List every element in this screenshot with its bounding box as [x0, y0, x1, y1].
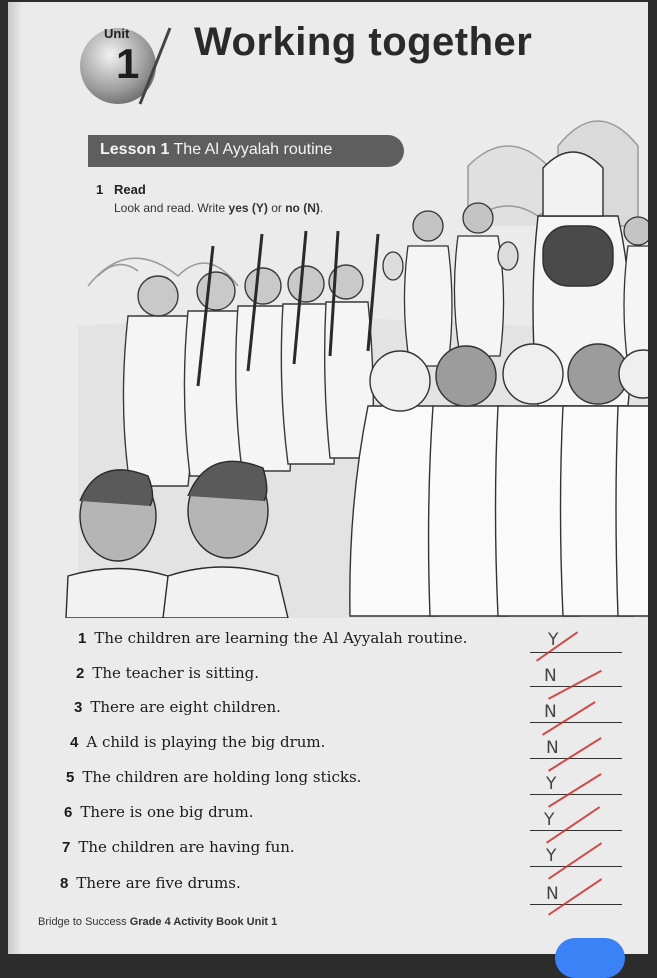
answer-line-3[interactable] [530, 722, 622, 723]
sentence-text: The teacher is sitting. [92, 664, 260, 682]
answer-3: N [544, 702, 557, 722]
sentence-number: 4 [70, 734, 79, 751]
footer-series: Bridge to Success [38, 916, 130, 928]
sentence-text: The children are holding long sticks. [82, 768, 362, 786]
sentence-number: 2 [76, 665, 85, 682]
activity-title: Read [114, 182, 146, 197]
answer-line-5[interactable] [530, 794, 622, 795]
sentence-3 [74, 698, 281, 716]
sentence-5 [66, 768, 361, 786]
sentence-text: There are five drums. [76, 874, 241, 892]
unit-number: 1 [116, 40, 140, 87]
lesson-banner [88, 135, 404, 167]
boys-with-sticks [123, 231, 378, 486]
sentence-number: 7 [62, 839, 71, 856]
answer-4: N [546, 738, 559, 758]
sentence-text: There is one big drum. [80, 803, 254, 821]
page-binding-shadow [8, 2, 22, 954]
workbook-page [8, 2, 648, 954]
sentence-number: 3 [74, 699, 83, 716]
answer-7: Y [546, 846, 557, 866]
answer-2: N [544, 666, 557, 686]
sentence-6 [64, 803, 254, 821]
unit-title: Working together [194, 20, 533, 64]
sentence-7 [62, 838, 295, 856]
sentence-number: 6 [64, 804, 73, 821]
sentence-text: The children are learning the Al Ayyalah routine. [94, 629, 468, 647]
viewer-overlay-button[interactable] [555, 938, 625, 978]
sentence-4 [70, 733, 325, 751]
instruction-yes: yes (Y) [228, 201, 268, 215]
answer-line-8[interactable] [530, 904, 622, 905]
sentence-8 [60, 874, 241, 892]
sentence-1 [78, 629, 467, 647]
answer-1: Y [548, 630, 559, 650]
instruction-end: . [319, 201, 324, 215]
lesson-title [100, 141, 332, 159]
unit-word: Unit [104, 26, 130, 41]
answer-line-7[interactable] [530, 866, 622, 867]
answer-line-6[interactable] [530, 830, 622, 831]
sentence-number: 1 [78, 630, 87, 647]
answer-line-2[interactable] [530, 686, 622, 687]
instruction-no: no (N) [285, 201, 320, 215]
unit-badge [78, 24, 178, 108]
answer-5: Y [546, 774, 557, 794]
sentence-text: A child is playing the big drum. [86, 733, 326, 751]
instruction-text: Look and read. Write [114, 201, 229, 215]
answer-line-4[interactable] [530, 758, 622, 759]
answer-8: N [546, 884, 559, 904]
lesson-name: The Al Ayyalah routine [173, 141, 333, 158]
sentence-2 [76, 664, 259, 682]
page-footer [38, 916, 277, 928]
sentence-number: 5 [66, 769, 75, 786]
activity-number: 1 [96, 182, 104, 197]
sentence-text: The children are having fun. [78, 838, 295, 856]
activity-instruction [114, 201, 323, 215]
answer-6: Y [544, 810, 555, 830]
instruction-or: or [267, 201, 286, 215]
sentence-number: 8 [60, 875, 69, 892]
sentence-text: There are eight children. [90, 698, 281, 716]
lesson-number: Lesson 1 [100, 141, 170, 158]
footer-book: Grade 4 Activity Book Unit 1 [129, 916, 278, 928]
